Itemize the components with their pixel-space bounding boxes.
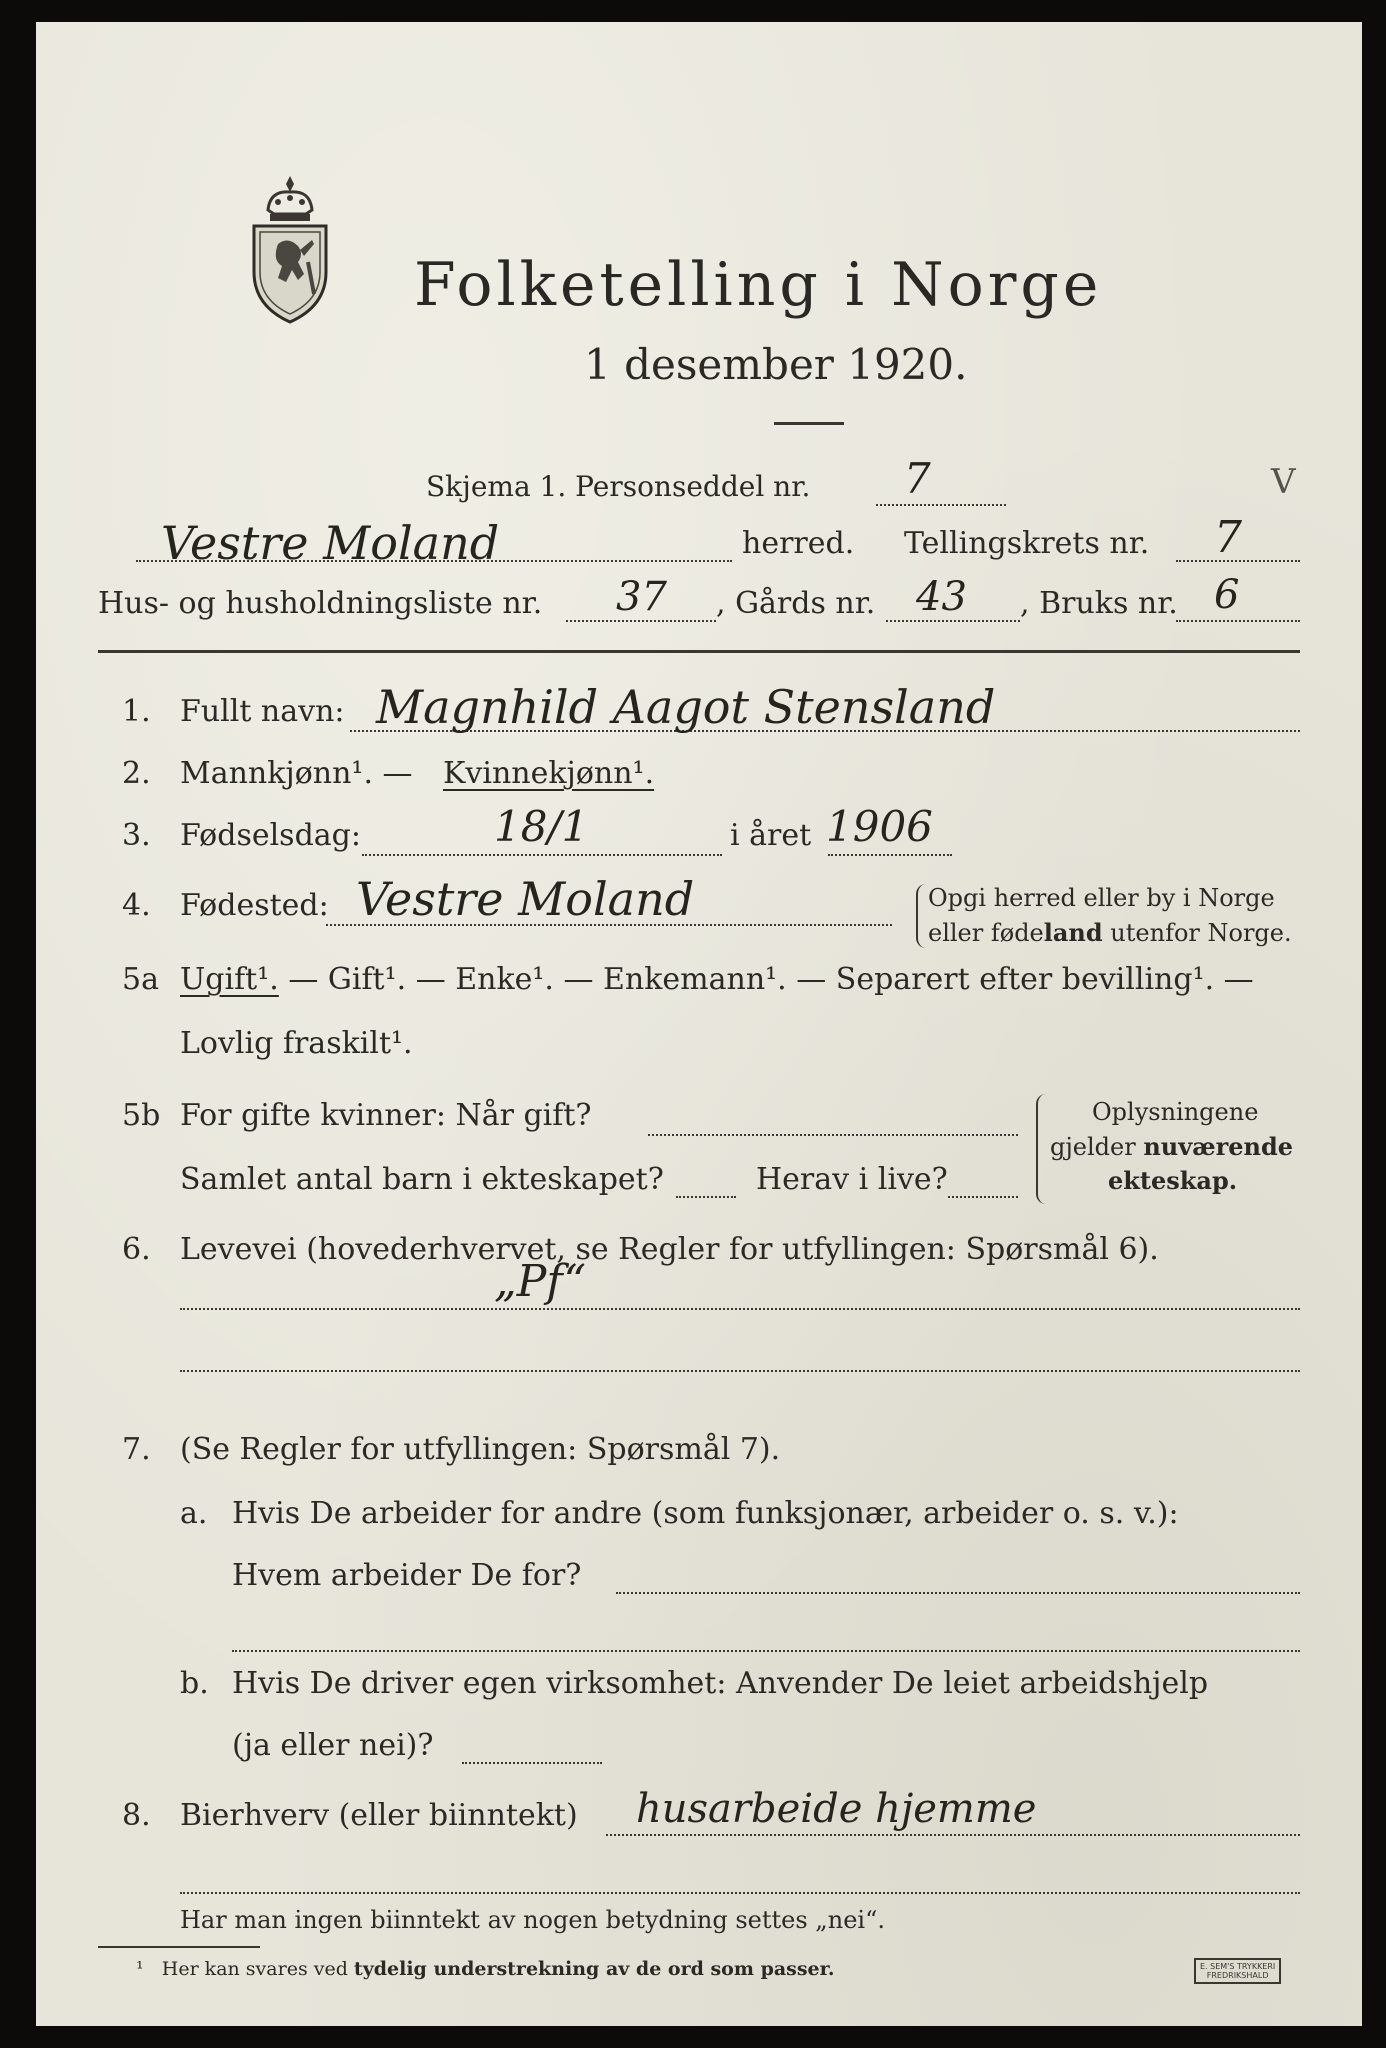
q5b-note-line1: Oplysningene	[1092, 1098, 1259, 1126]
q5b-children-dots	[676, 1196, 736, 1198]
q7b-line2: (ja eller nei)?	[232, 1728, 434, 1763]
q3-day-value: 18/1	[494, 802, 589, 851]
printer-stamp	[1194, 1958, 1281, 1984]
q4-note-part-b: land	[1043, 918, 1103, 947]
q4-value: Vestre Moland	[356, 872, 695, 926]
husliste-dots	[566, 620, 716, 622]
footnote-text-b: tydelig understrekning av de ord som passer.	[353, 1958, 835, 1980]
q8-extra-dots	[180, 1892, 1300, 1894]
check-mark: V	[1271, 462, 1296, 502]
q6-answer-dots-1	[180, 1308, 1300, 1310]
gards-value: 43	[916, 574, 967, 620]
footnote	[136, 1958, 835, 1980]
q2-mannkjonn: Mannkjønn¹. —	[180, 756, 413, 791]
footer-note: Har man ingen biinntekt av nogen betydning settes „nei“.	[180, 1906, 885, 1934]
gards-label: , Gårds nr.	[716, 586, 876, 621]
q5a-ugift: Ugift¹.	[180, 962, 279, 997]
q3-year-label: i året	[730, 818, 812, 853]
footnote-rule	[98, 1946, 260, 1948]
herred-label: herred.	[742, 526, 855, 561]
husliste-label: Hus- og husholdningsliste nr.	[98, 586, 543, 621]
q5b-number: 5b	[122, 1098, 161, 1133]
coat-of-arms-icon	[248, 174, 332, 324]
schema-label: Skjema 1. Personseddel nr.	[426, 470, 811, 503]
printer-stamp-line1: E. SEM'S TRYKKERI	[1200, 1962, 1276, 1971]
q8-number: 8.	[122, 1798, 151, 1833]
q5b-note-part-b: nuværende	[1143, 1132, 1294, 1161]
census-date-prefix: 1	[584, 340, 625, 389]
q1-value: Magnhild Aagot Stensland	[376, 680, 996, 734]
census-form-sheet	[36, 22, 1362, 2026]
q7a-line1: Hvis De arbeider for andre (som funksjonær, arbeider o. s. v.):	[232, 1496, 1179, 1531]
footnote-marker: ¹	[136, 1958, 144, 1980]
header-divider	[98, 650, 1300, 653]
q5b-note-line2	[1050, 1132, 1293, 1161]
q5b-note-brace	[1036, 1094, 1050, 1204]
q5a-number: 5a	[122, 962, 159, 997]
q4-note-line2	[928, 918, 1292, 947]
q6-number: 6.	[122, 1232, 151, 1267]
q4-number: 4.	[122, 888, 151, 923]
q5b-label-children: Samlet antal barn i ekteskapet?	[180, 1162, 664, 1197]
q3-year-value: 1906	[826, 802, 933, 851]
q3-year-dots	[828, 854, 952, 856]
q7b-answer-dots	[462, 1762, 602, 1764]
q7a-letter: a.	[180, 1496, 208, 1531]
q5b-label-alive: Herav i live?	[756, 1162, 948, 1197]
q4-note-line1: Opgi herred eller by i Norge	[928, 884, 1275, 912]
q4-note-part-a: eller føde	[928, 919, 1044, 947]
q7-number: 7.	[122, 1432, 151, 1467]
q4-label: Fødested:	[180, 888, 329, 923]
title-underline	[774, 422, 844, 425]
bruks-dots	[1176, 620, 1300, 622]
q5b-label-married: For gifte kvinner: Når gift?	[180, 1098, 592, 1133]
q5b-alive-dots	[948, 1196, 1018, 1198]
q8-dots	[606, 1834, 1300, 1836]
q6-answer-dots-2	[180, 1370, 1300, 1372]
q1-label: Fullt navn:	[180, 694, 345, 729]
q5b-married-dots	[648, 1134, 1018, 1136]
q8-value: husarbeide hjemme	[636, 1786, 1037, 1832]
form-title: Folketelling i Norge	[414, 250, 1103, 320]
q7b-letter: b.	[180, 1666, 209, 1701]
q4-note-part-c: utenfor Norge.	[1102, 919, 1292, 947]
q2-kvinnekjonn: Kvinnekjønn¹.	[443, 756, 655, 791]
q2-number: 2.	[122, 756, 151, 791]
printer-stamp-line2: FREDRIKSHALD	[1206, 1971, 1269, 1980]
q4-note-brace	[916, 884, 928, 948]
q7a-line2: Hvem arbeider De for?	[232, 1558, 582, 1593]
q7b-line1: Hvis De driver egen virksomhet: Anvender De leiet arbeidshjelp	[232, 1666, 1209, 1701]
q1-number: 1.	[122, 694, 151, 729]
bruks-value: 6	[1214, 572, 1240, 618]
gards-dots	[886, 620, 1020, 622]
q5a-line1	[180, 962, 1254, 997]
tellingskrets-label: Tellingskrets nr.	[904, 526, 1150, 561]
census-date-text: desember 1920.	[624, 340, 968, 389]
q5a-other-options: — Gift¹. — Enke¹. — Enkemann¹. — Separert efter bevilling¹. —	[278, 962, 1254, 997]
q3-day-dots	[362, 854, 722, 856]
q6-label: Levevei (hovederhvervet, se Regler for utfyllingen: Spørsmål 6).	[180, 1232, 1159, 1267]
q5b-note-line3: ekteskap.	[1108, 1166, 1238, 1195]
q6-value: „Pf“	[494, 1256, 586, 1307]
footnote-text-a: Her kan svares ved	[161, 1958, 354, 1980]
husliste-value: 37	[616, 574, 667, 620]
q7a-employer-dots	[616, 1592, 1300, 1594]
q7-label: (Se Regler for utfyllingen: Spørsmål 7).	[180, 1432, 781, 1467]
q5a-line2: Lovlig fraskilt¹.	[180, 1026, 413, 1061]
herred-value: Vestre Moland	[161, 516, 500, 570]
census-date	[584, 340, 967, 389]
q7a-extra-dots	[232, 1650, 1300, 1652]
q3-number: 3.	[122, 818, 151, 853]
personseddel-value: 7	[904, 454, 931, 503]
q5b-note-part-a: gjelder	[1050, 1133, 1144, 1161]
q8-label: Bierhverv (eller biinntekt)	[180, 1798, 578, 1833]
bruks-label: , Bruks nr.	[1020, 586, 1178, 621]
personseddel-dots	[876, 504, 1006, 506]
tellingskrets-value: 7	[1214, 512, 1242, 563]
q3-label: Fødselsdag:	[180, 818, 361, 853]
